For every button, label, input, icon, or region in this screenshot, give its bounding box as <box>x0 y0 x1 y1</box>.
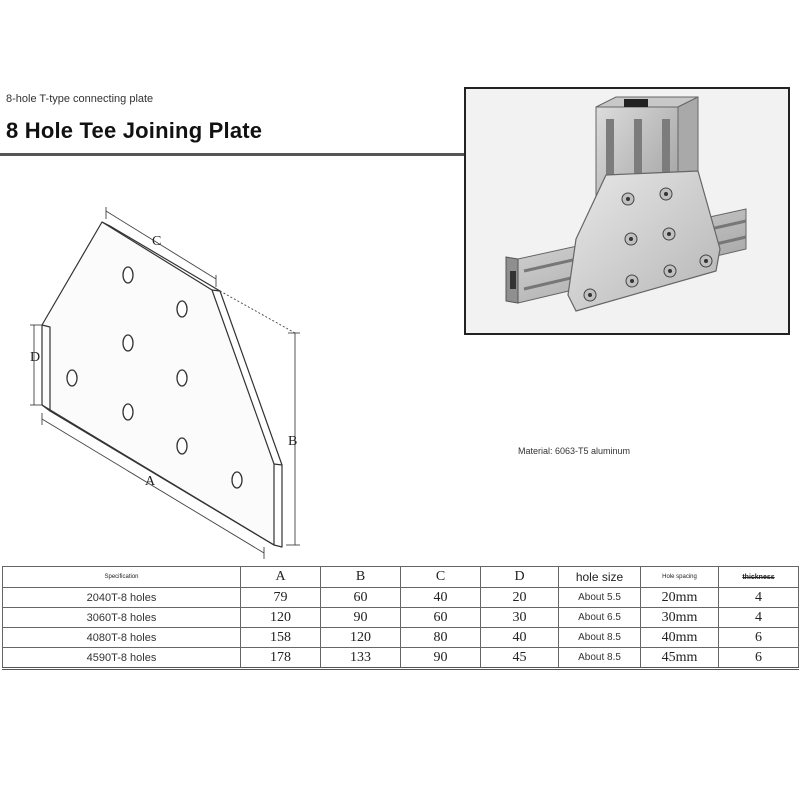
cell-thickness: 6 <box>719 648 799 669</box>
header-hole-size: hole size <box>559 567 641 588</box>
page-subtitle: 8-hole T-type connecting plate <box>6 93 154 105</box>
table-row <box>3 628 799 648</box>
cell-hole-size: About 8.5 <box>559 628 641 648</box>
cell-b: 60 <box>321 588 401 608</box>
table-row <box>3 588 799 608</box>
header-a: A <box>241 567 321 588</box>
spec-table <box>2 566 799 670</box>
table-header-row <box>3 567 799 588</box>
header-d: D <box>481 567 559 588</box>
cell-hole-size: About 6.5 <box>559 608 641 628</box>
cell-c: 60 <box>401 608 481 628</box>
plate-technical-drawing <box>20 195 310 565</box>
title-underline <box>0 153 468 156</box>
cell-hole-spacing: 30mm <box>641 608 719 628</box>
cell-d: 40 <box>481 628 559 648</box>
cell-c: 40 <box>401 588 481 608</box>
cell-c: 90 <box>401 648 481 669</box>
cell-hole-spacing: 45mm <box>641 648 719 669</box>
cell-a: 158 <box>241 628 321 648</box>
cell-thickness: 6 <box>719 628 799 648</box>
cell-thickness: 4 <box>719 588 799 608</box>
dim-label-d: D <box>30 350 41 365</box>
table-row <box>3 608 799 628</box>
cell-b: 120 <box>321 628 401 648</box>
dim-label-c: C <box>152 234 162 249</box>
cell-thickness: 4 <box>719 608 799 628</box>
cell-hole-size: About 8.5 <box>559 648 641 669</box>
cell-spec: 3060T-8 holes <box>3 608 241 628</box>
cell-spec: 4080T-8 holes <box>3 628 241 648</box>
dim-label-a: A <box>145 474 156 489</box>
material-note: Material: 6063-T5 aluminum <box>518 446 631 456</box>
assembled-plate-illustration <box>466 89 788 333</box>
cell-a: 120 <box>241 608 321 628</box>
page-title: 8 Hole Tee Joining Plate <box>6 118 263 143</box>
dim-label-b: B <box>288 434 298 449</box>
cell-hole-spacing: 40mm <box>641 628 719 648</box>
cell-spec: 2040T-8 holes <box>3 588 241 608</box>
cell-c: 80 <box>401 628 481 648</box>
cell-a: 178 <box>241 648 321 669</box>
cell-b: 90 <box>321 608 401 628</box>
cell-d: 45 <box>481 648 559 669</box>
cell-hole-size: About 5.5 <box>559 588 641 608</box>
cell-hole-spacing: 20mm <box>641 588 719 608</box>
header-specification: Specification <box>3 567 241 588</box>
header-b: B <box>321 567 401 588</box>
header-thickness: thickness <box>719 567 799 588</box>
header-c: C <box>401 567 481 588</box>
header-hole-spacing: Hole spacing <box>641 567 719 588</box>
cell-d: 30 <box>481 608 559 628</box>
cell-a: 79 <box>241 588 321 608</box>
cell-spec: 4590T-8 holes <box>3 648 241 669</box>
cell-d: 20 <box>481 588 559 608</box>
product-photo <box>464 87 790 335</box>
cell-b: 133 <box>321 648 401 669</box>
table-row <box>3 648 799 669</box>
